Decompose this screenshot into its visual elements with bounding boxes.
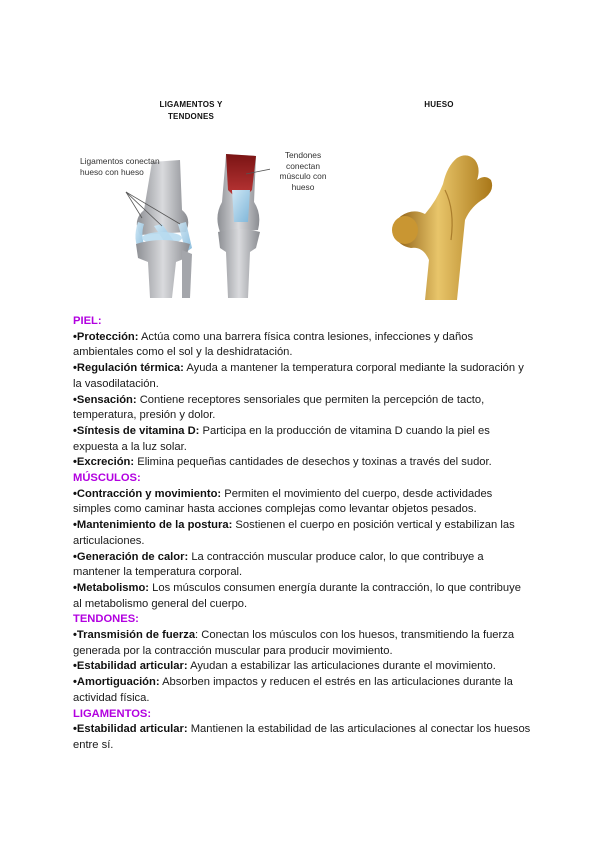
item-text: Actúa como una barrera física contra lesiones, infecciones y daños ambientales como el sol y la deshidratación. (73, 330, 474, 359)
list-item (73, 393, 531, 424)
item-text: Sostienen el cuerpo en posición vertical y estabilizan las articulaciones. (73, 519, 515, 547)
item-term: •Generación de calor: (73, 550, 189, 563)
list-item (73, 628, 531, 659)
list-item (73, 581, 531, 612)
section-ligamentos (73, 707, 531, 754)
ligaments-callout: Ligamentos conectan hueso con hueso (80, 156, 160, 177)
item-text: : Conectan los músculos con los huesos, transmitiendo la fuerza generada por la contracción muscular para producir movimiento. (73, 629, 515, 657)
list-item (73, 675, 531, 706)
item-text: Elimina pequeñas cantidades de desechos y toxinas a través del sudor. (134, 456, 492, 469)
section-tendones (73, 612, 531, 706)
item-term: •Amortiguación: (73, 676, 160, 689)
item-term: •Mantenimiento de la postura: (73, 519, 233, 532)
item-term: •Protección: (73, 330, 139, 343)
list-item (73, 550, 531, 581)
item-text: Mantienen la estabilidad de las articulaciones al conectar los huesos entre sí. (73, 723, 531, 751)
item-text: Participa en la producción de vitamina D cuando la piel es expuesta a la luz solar. (73, 424, 490, 453)
ligaments-tendons-title: LIGAMENTOS Y TENDONES (159, 100, 223, 121)
section-title: TENDONES: (73, 613, 139, 626)
item-term: •Regulación térmica: (73, 362, 184, 375)
item-text: Contiene receptores sensoriales que permiten la percepción de tacto, temperatura, presión y dolor. (73, 393, 485, 422)
section-title: PIEL: (73, 315, 102, 327)
item-text: Permiten el movimiento del cuerpo, desde actividades simples como caminar hasta acciones complejas como levantar objetos pesados. (73, 487, 493, 516)
item-term: •Estabilidad articular: (73, 723, 188, 736)
section-title: MÚSCULOS: (73, 472, 141, 485)
list-item (73, 455, 531, 471)
item-text: La contracción muscular produce calor, lo que contribuye a mantener la temperatura corporal. (73, 550, 484, 579)
section-musculos (73, 471, 531, 612)
item-term: •Sensación: (73, 393, 137, 406)
item-text: Absorben impactos y reducen el estrés en las articulaciones durante la actividad física. (73, 676, 513, 704)
item-term: •Síntesis de vitamina D: (73, 424, 200, 437)
list-item (73, 487, 531, 518)
list-item (73, 424, 531, 455)
item-text: Ayuda a mantener la temperatura corporal mediante la sudoración y la vasodilatación. (73, 362, 524, 390)
list-item (73, 361, 531, 392)
list-item (73, 518, 531, 549)
item-term: •Transmisión de fuerza (73, 629, 196, 642)
list-item (73, 330, 531, 361)
femur-bone-illustration (385, 150, 495, 305)
item-text: Ayudan a estabilizar las articulaciones durante el movimiento. (187, 660, 496, 673)
item-term: •Excreción: (73, 456, 135, 469)
item-text: Los músculos consumen energía durante la contracción, lo que contribuye al metabolismo general del cuerpo. (73, 581, 521, 610)
item-term: •Metabolismo: (73, 581, 150, 594)
bone-title: HUESO (424, 100, 454, 109)
list-item (73, 722, 531, 753)
tendons-callout: Tendones conectan músculo con hueso (279, 150, 327, 192)
body-text (73, 314, 531, 754)
section-title: LIGAMENTOS: (73, 707, 152, 720)
item-term: •Contracción y movimiento: (73, 487, 222, 500)
list-item (73, 659, 531, 675)
item-term: •Estabilidad articular: (73, 660, 188, 673)
section-piel (73, 314, 531, 471)
